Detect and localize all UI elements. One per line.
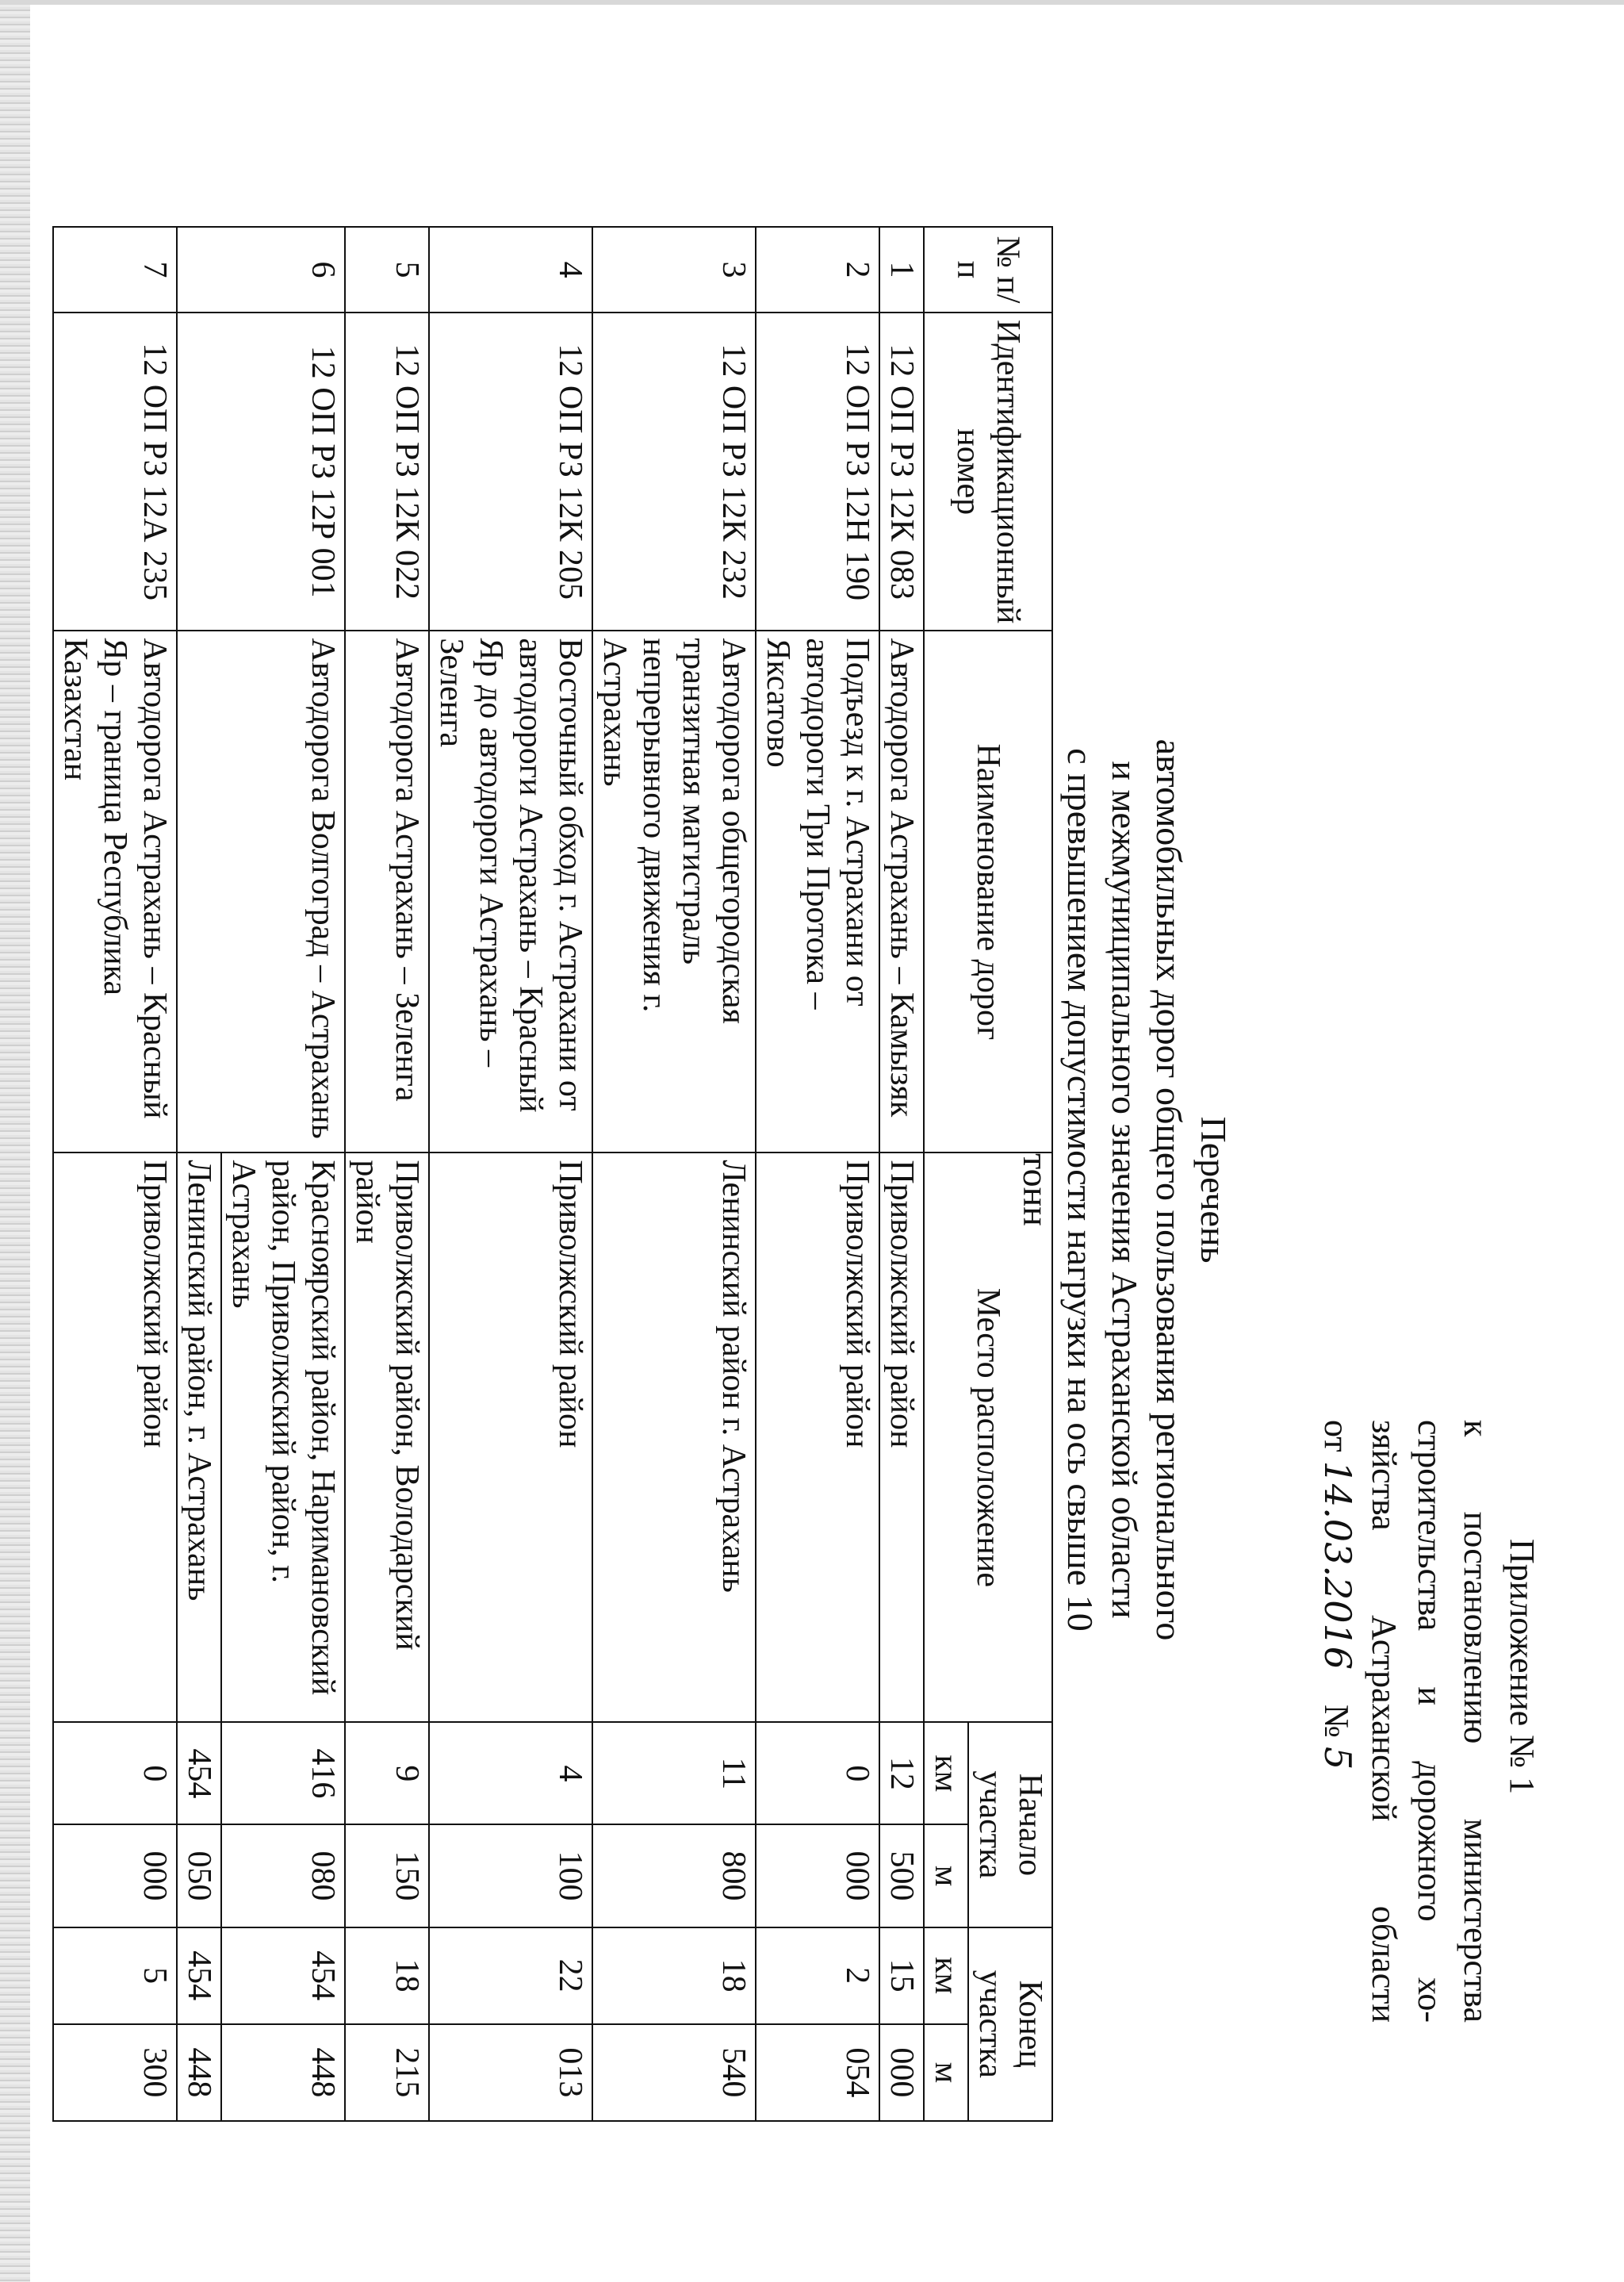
- row-end-m: 300: [53, 2024, 177, 2121]
- header-start-km: км: [924, 1722, 968, 1824]
- row-start-m: 080: [221, 1824, 345, 1927]
- row-place: Приволжский район: [429, 1153, 592, 1722]
- row-place: Приволжский район: [53, 1153, 177, 1722]
- roads-table: [52, 226, 1053, 2122]
- row-end-m: 448: [177, 2024, 221, 2121]
- row-place: Приволжский район: [879, 1153, 924, 1722]
- header-end: Конец участка: [968, 1927, 1052, 2121]
- header-end-km: км: [924, 1927, 968, 2024]
- table-row: [345, 227, 429, 2121]
- row-end-km: 15: [879, 1927, 924, 2024]
- row-end-km: 454: [177, 1927, 221, 2024]
- appendix-line-1: к постановлению министерства: [1457, 1420, 1496, 2023]
- row-id: 12 ОП РЗ 12К 083: [879, 313, 924, 631]
- row-start-m: 000: [756, 1824, 879, 1927]
- row-start-m: 050: [177, 1824, 221, 1927]
- row-name: Автодорога Астрахань – Камызяк: [879, 631, 924, 1153]
- number-label: №: [1317, 1705, 1356, 1739]
- table-row: [592, 227, 756, 2121]
- row-place: Приволжский район: [756, 1153, 879, 1722]
- row-place: Ленинский район, г. Астрахань: [177, 1153, 221, 1722]
- heading-line-1: Перечень: [1193, 1116, 1234, 1264]
- appendix-block: [1313, 1420, 1545, 2023]
- header-name: Наименование дорог: [924, 631, 1052, 1153]
- header-end-m: м: [924, 2024, 968, 2121]
- row-start-m: 000: [53, 1824, 177, 1927]
- appendix-line-2: строительства и дорожного хо-: [1411, 1420, 1450, 2023]
- row-start-m: 100: [429, 1824, 592, 1927]
- row-start-km: 454: [177, 1722, 221, 1824]
- row-start-km: 416: [221, 1722, 345, 1824]
- table-row: [429, 227, 592, 2121]
- row-id: 12 ОП РЗ 12Н 190: [756, 313, 879, 631]
- table-row: [756, 227, 879, 2121]
- table-row: [879, 227, 924, 2121]
- row-num: 2: [756, 227, 879, 313]
- row-end-km: 18: [592, 1927, 756, 2024]
- heading-line-4: с превышением допустимости нагрузки на ось свыше 10 тонн: [1016, 748, 1101, 1632]
- row-end-km: 22: [429, 1927, 592, 2024]
- row-place: Красноярский район, Наримановский район, Приволжский район, г. Астрахань: [221, 1153, 345, 1722]
- row-start-m: 800: [592, 1824, 756, 1927]
- row-num: 1: [879, 227, 924, 313]
- row-num: 3: [592, 227, 756, 313]
- handwritten-number: 5: [1316, 1747, 1359, 1770]
- row-start-km: 0: [756, 1722, 879, 1824]
- row-end-km: 2: [756, 1927, 879, 2024]
- header-num: № п/п: [924, 227, 1052, 313]
- row-name: Автодорога общегородская транзитная магистраль непрерывного движения г. Астрахань: [592, 631, 756, 1153]
- date-prefix: от: [1317, 1420, 1356, 1452]
- row-place: Приволжский район, Володарский район: [345, 1153, 429, 1722]
- row-end-m: 448: [221, 2024, 345, 2121]
- row-end-m: 540: [592, 2024, 756, 2121]
- heading-line-3: и межмуниципального значения Астраханской области: [1105, 761, 1145, 1619]
- row-start-km: 0: [53, 1722, 177, 1824]
- table-row: [53, 227, 177, 2121]
- row-name: Подъезд к г. Астрахани от автодороги Три Протока – Яксатово: [756, 631, 879, 1153]
- row-end-m: 013: [429, 2024, 592, 2121]
- row-num: 5: [345, 227, 429, 313]
- row-start-km: 4: [429, 1722, 592, 1824]
- row-start-m: 500: [879, 1824, 924, 1927]
- row-end-km: 5: [53, 1927, 177, 2024]
- row-end-km: 454: [221, 1927, 345, 2024]
- heading-line-2: автомобильных дорог общего пользования регионального: [1149, 738, 1189, 1641]
- row-id: 12 ОП РЗ 12А 235: [53, 313, 177, 631]
- row-start-km: 11: [592, 1722, 756, 1824]
- header-start-m: м: [924, 1824, 968, 1927]
- header-start: Начало участка: [968, 1722, 1052, 1927]
- row-id: 12 ОП РЗ 12Р 001: [177, 313, 345, 631]
- row-start-km: 12: [879, 1722, 924, 1824]
- row-name: Автодорога Волгоград – Астрахань: [177, 631, 345, 1153]
- row-num: 7: [53, 227, 177, 313]
- appendix-line-3: зяйства Астраханской области: [1365, 1420, 1404, 2023]
- row-end-m: 215: [345, 2024, 429, 2121]
- row-name: Восточный обход г. Астрахани от автодороги Астрахань – Красный Яр до автодороги Астрахань – Зеленга: [429, 631, 592, 1153]
- row-start-m: 150: [345, 1824, 429, 1927]
- header-place: Место расположение: [924, 1153, 1052, 1722]
- row-end-km: 18: [345, 1927, 429, 2024]
- row-start-km: 9: [345, 1722, 429, 1824]
- appendix-date-line: [1313, 1420, 1361, 2023]
- handwritten-date: 14.03.2016: [1316, 1460, 1359, 1670]
- appendix-title: Приложение № 1: [1503, 1539, 1542, 1795]
- table-row: [221, 227, 345, 2121]
- header-id: Идентификационный номер: [924, 313, 1052, 631]
- header-row: [968, 227, 1052, 2121]
- row-end-m: 000: [879, 2024, 924, 2121]
- row-num: 4: [429, 227, 592, 313]
- row-id: 12 ОП РЗ 12К 232: [592, 313, 756, 631]
- row-name: Автодорога Астрахань – Зеленга: [345, 631, 429, 1153]
- row-place: Ленинский район г. Астрахань: [592, 1153, 756, 1722]
- row-id: 12 ОП РЗ 12К 022: [345, 313, 429, 631]
- row-num: 6: [177, 227, 345, 313]
- row-id: 12 ОП РЗ 12К 205: [429, 313, 592, 631]
- row-end-m: 054: [756, 2024, 879, 2121]
- row-name: Автодорога Астрахань – Красный Яр – граница Республика Казахстан: [53, 631, 177, 1153]
